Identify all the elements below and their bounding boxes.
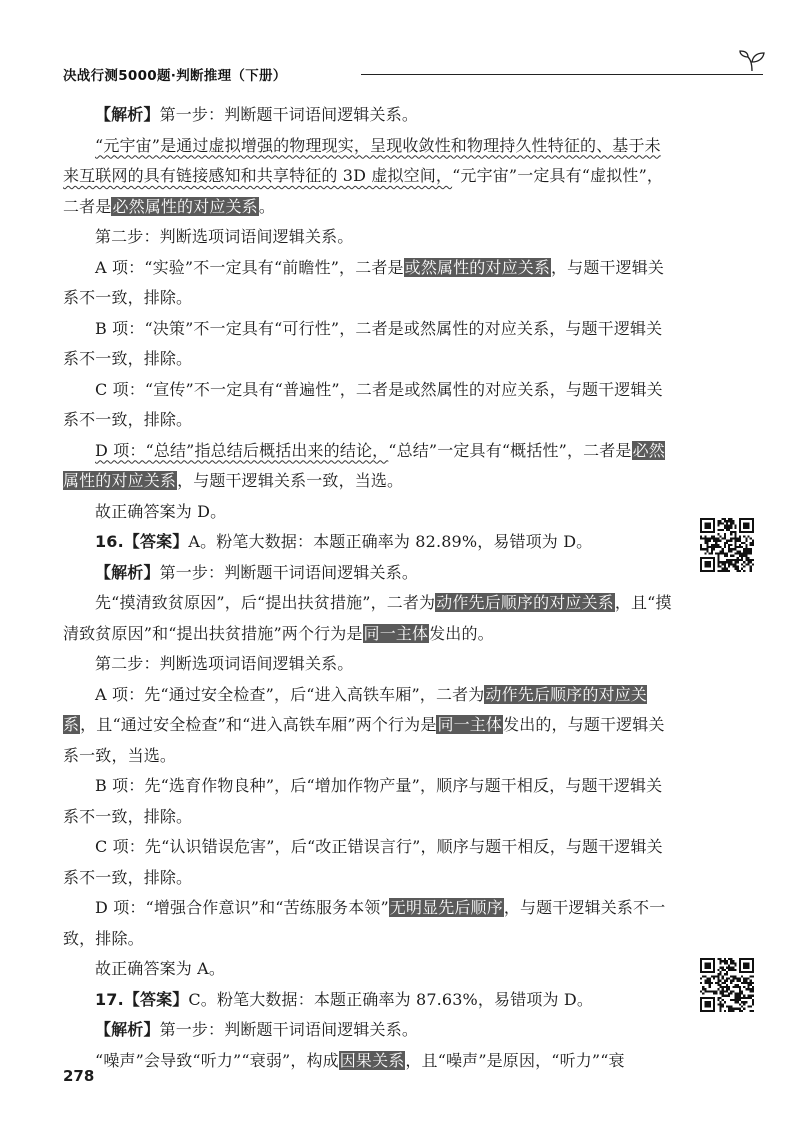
highlighted-term: 无明显先后顺序: [389, 898, 503, 917]
bold-label: 17.【答案】: [95, 989, 189, 1009]
text-run: 故正确答案为 A。: [95, 959, 225, 978]
highlighted-term: 同一主体: [363, 623, 429, 643]
paragraph: [63, 771, 676, 832]
highlighted-term: 动作先后顺序的对应关系: [436, 593, 614, 612]
text-run: 第二步：判断选项词语间逻辑关系。: [95, 227, 354, 246]
running-header: [63, 58, 763, 94]
text-run: C 项：“宣传”不一定具有“普遍性”，二者是或然属性的对应关系，与题干逻辑关系不一致，排除。: [63, 379, 663, 429]
text-run: 。: [258, 196, 275, 216]
text-run: “总结”一定具有“概括性”，二者是: [388, 440, 632, 460]
paragraph: [63, 985, 676, 1016]
text-run: D 项：“增强合作意识”和“苦练服务本领”: [95, 898, 389, 917]
highlighted-term: 同一主体: [437, 715, 503, 734]
bold-label: 【解析】: [95, 105, 160, 124]
text-run: ，与题干逻辑关系不一致，排除。: [63, 898, 666, 948]
text-run: ，与题干逻辑关系不一致，排除。: [63, 257, 665, 307]
text-run: 第一步：判断题干词语间逻辑关系。: [159, 1020, 419, 1039]
paragraph: [63, 497, 676, 528]
qr-code-icon[interactable]: [700, 958, 754, 1012]
text-run: ，与题干逻辑关系一致，当选。: [177, 471, 404, 490]
text-run: C。粉笔大数据：本题正确率为 87.63%，易错项为 D。: [188, 989, 594, 1009]
paragraph: [63, 314, 676, 375]
text-run: 发出的。: [429, 623, 494, 643]
paragraph: [63, 100, 676, 131]
highlighted-term: 必然属性的对应关系: [63, 440, 665, 490]
text-run: “噪声”会导致“听力”“衰弱”，构成: [95, 1050, 339, 1070]
wavy-underlined-text: D 项：“总结”指总结后概括出来的结论，: [95, 440, 389, 460]
text-run: “元宇宙”一定具有“虚拟性”，二者是: [63, 166, 664, 216]
book-title: 决战行测5000题·判断推理（下册）: [63, 68, 287, 84]
paragraph: [63, 131, 676, 223]
highlighted-term: 必然属性的对应关系: [112, 196, 258, 216]
text-run: B 项：先“选育作物良种”，后“增加作物产量”，顺序与题干相反，与题干逻辑关系不一致，排除。: [63, 776, 663, 826]
paragraph: [63, 893, 676, 954]
text-run: 发出的，与题干逻辑关系一致，当选。: [63, 715, 665, 765]
text-run: A 项：先“通过安全检查”，后“进入高铁车厢”，二者为: [95, 684, 485, 704]
sprout-icon: [739, 50, 765, 72]
paragraph: [63, 588, 676, 649]
text-run: C 项：先“认识错误危害”，后“改正错误言行”，顺序与题干相反，与题干逻辑关系不一致，排除。: [63, 837, 663, 887]
paragraph: [63, 253, 676, 314]
text-run: ，且“通过安全检查”和“进入高铁车厢”两个行为是: [80, 715, 437, 734]
bold-label: 【解析】: [95, 1020, 160, 1039]
paragraph: [63, 1046, 676, 1077]
paragraph: [63, 680, 676, 772]
text-run: B 项：“决策”不一定具有“可行性”，二者是或然属性的对应关系，与题干逻辑关系不一致，排除。: [63, 318, 663, 368]
qr-code-icon[interactable]: [700, 518, 754, 572]
text-run: A 项：“实验”不一定具有“前瞻性”，二者是: [95, 257, 404, 277]
paragraph: [63, 375, 676, 436]
text-run: ，且“摸清致贫原因”和“提出扶贫措施”两个行为是: [63, 593, 672, 643]
text-run: ，且“噪声”是原因，“听力”“衰: [405, 1050, 625, 1070]
highlighted-term: 因果关系: [339, 1050, 405, 1070]
wavy-underlined-text: “元宇宙”是通过虚拟增强的物理现实，呈现收敛性和物理持久性特征的、基于未来互联网的具有链接感知和共享特征的 3D 虚拟空间，: [63, 135, 661, 185]
text-run: 故正确答案为 D。: [95, 501, 227, 521]
bold-label: 16.【答案】: [95, 532, 189, 551]
paragraph: [63, 1015, 676, 1046]
bold-label: 【解析】: [95, 562, 160, 582]
answer-explanation-body: [63, 100, 676, 1076]
paragraph: [63, 832, 676, 893]
text-run: 第一步：判断题干词语间逻辑关系。: [159, 562, 419, 582]
paragraph: [63, 222, 676, 253]
highlighted-term: 动作先后顺序的对应关系: [63, 684, 647, 734]
text-run: 第一步：判断题干词语间逻辑关系。: [159, 105, 419, 124]
text-run: 先“摸清致贫原因”，后“提出扶贫措施”，二者为: [95, 593, 436, 612]
paragraph: [63, 527, 676, 558]
header-rule: [361, 74, 763, 75]
paragraph: [63, 649, 676, 680]
page-number: 278: [63, 1067, 95, 1085]
paragraph: [63, 558, 676, 589]
highlighted-term: 或然属性的对应关系: [404, 257, 551, 277]
text-run: A。粉笔大数据：本题正确率为 82.89%，易错项为 D。: [188, 532, 593, 551]
paragraph: [63, 954, 676, 985]
paragraph: [63, 436, 676, 497]
text-run: 第二步：判断选项词语间逻辑关系。: [95, 654, 354, 673]
